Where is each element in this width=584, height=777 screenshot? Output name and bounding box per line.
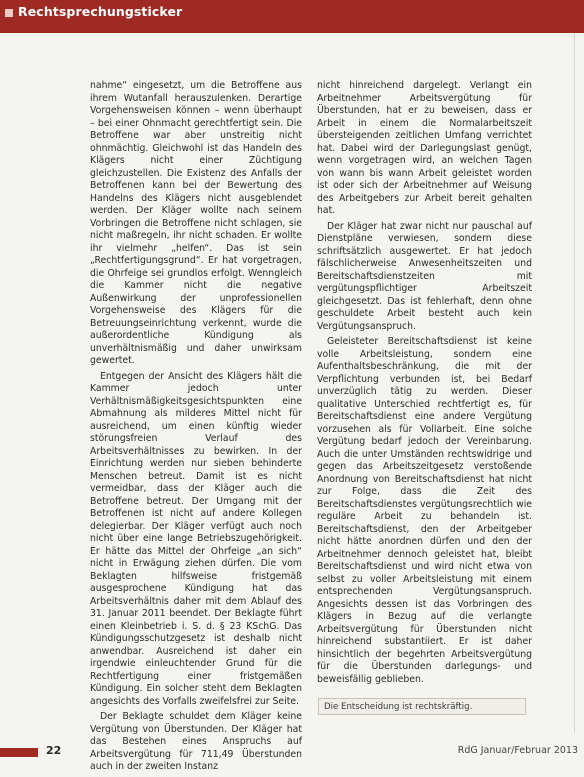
right-paragraph-3: Geleisteter Bereitschaftsdienst ist keine volle Arbeitsleistung, sondern eine Aufenthaltsbeschränkung, die mit der Verpflichtung verbunden ist, bei Bedarf unverzüglich tätig zu werden. Dieser qualitative Unterschied rechtfertigt es, für Bereitschaftsdienst eine andere Vergütung vorzusehen als für Vollarbeit. Eine solche Vergütung bedarf jedoch der Vereinbarung. Auch die unter Umständen rechtswidrige und gegen das Arbeitszeitgesetz verstoßende Anordnung von Bereitschaftsdienst hat nicht zur Folge, dass die Zeit des Bereitschaftsdienstes vergütungsrechtlich wie reguläre Arbeit zu behandeln ist. Bereitschaftsdienst, den der Arbeitgeber nicht hätte anordnen dürfen und den der Arbeitnehmer dennoch geleistet hat, bleibt Bereitschaftsdienst und wird nicht etwa von selbst zu voller Arbeitsleistung mit einem entsprechenden Vergütungsanspruch. Angesichts dessen ist das Vorbringen des Klägers in Bezug auf die verlangte Arbeitsvergütung für Überstunden nicht hinreichend substantiiert. Er ist daher hinsichtlich der begehrten Arbeitsvergütung für die Überstunden darlegungs- und beweisfällig geblieben. <box>317 336 532 685</box>
section-title: Rechtsprechungsticker <box>18 4 183 19</box>
page-number: 22 <box>46 744 62 757</box>
page-edge-line <box>574 33 575 733</box>
right-column <box>317 80 532 686</box>
journal-issue: RdG Januar/Februar 2013 <box>457 745 578 756</box>
right-paragraph-1: nicht hinreichend dargelegt. Verlangt ein Arbeitnehmer Arbeitsvergütung für Überstunden, hat er zu beweisen, dass er Arbeit in einem die Normalarbeitszeit übersteigenden zeitlichen Umfang verrichtet hat. Dabei wird der Darlegungslast genügt, wenn vorgetragen wird, an welchen Tagen von wann bis wann Arbeit geleistet worden ist oder sich der Arbeitnehmer auf Weisung des Arbeitgebers zur Arbeit bereit gehalten hat. <box>317 80 532 216</box>
right-paragraph-2: Der Kläger hat zwar nicht nur pauschal auf Dienstpläne verwiesen, sondern diese schriftsätzlich ausgewertet. Er hat jedoch fälschlicherweise Anwesenheitszeiten und Bereitschaftsdienstzeiten mit vergütungspflichtiger Arbeitszeit gleichgesetzt. Das ist fehlerhaft, denn ohne geschuldete Arbeit besteht auch kein Vergütungsanspruch. <box>317 220 532 332</box>
header-square-icon <box>5 9 13 17</box>
left-paragraph-2: Entgegen der Ansicht des Klägers hält die Kammer jedoch unter Verhältnismäßigkeitsgesichtspunkten eine Abmahnung als milderes Mittel nicht für ausreichend, um einen künftig wieder störungsfreien Verlauf des Arbeitsverhältnisses zu bewirken. In der Einrichtung werden nur sieben behinderte Menschen betreut. Damit ist es nicht vermeidbar, dass der Kläger auch die Betroffene betreut. Der Umgang mit der Betroffenen ist nicht auf andere Kollegen delegierbar. Der Kläger verfügt auch noch nicht über eine lange Betriebszugehörigkeit. Er hätte das Mittel der Ohrfeige „an sich“ nicht in Erwägung ziehen dürfen. Die vom Beklagten hilfsweise fristgemäß ausgesprochene Kündigung hat das Arbeitsverhältnis daher mit dem Ablauf des 31. Januar 2011 beendet. Der Beklagte führt einen Kleinbetrieb i. S. d. § 23 KSchG. Das Kündigungsschutzgesetz ist deshalb nicht anwendbar. Ausreichend ist daher ein irgendwie einleuchtender Grund für die Rechtfertigung einer fristgemäßen Kündigung. Ein solcher steht dem Beklagten angesichts des Vorfalls zweifelsfrei zur Seite. <box>90 370 302 707</box>
left-paragraph-3: Der Beklagte schuldet dem Kläger keine Vergütung von Überstunden. Der Kläger hat das Bestehen eines Anspruchs auf Arbeitsvergütung für 711,49 Überstunden auch in der zweiten Instanz <box>90 711 302 772</box>
decision-note-box: Die Entscheidung ist rechtskräftig. <box>318 698 526 715</box>
left-column <box>90 80 302 774</box>
header-band <box>0 0 584 33</box>
footer-bar <box>0 748 38 757</box>
left-paragraph-1: nahme“ eingesetzt, um die Betroffene aus ihrem Wutanfall herauszulenken. Derartige Vorgehensweisen können – wenn überhaupt – bei einer Ohnmacht gerechtfertigt sein. Die Betroffene war aber unstreitig nicht ohnmächtig. Gleichwohl ist das Handeln des Klägers nicht einer Züchtigung gleichzustellen. Die Existenz des Anfalls der Betroffenen kann bei der Bewertung des Handelns des Klägers nicht ausgeblendet werden. Der Kläger wollte nach seinem Vorbringen die Betroffene nicht schlagen, sie nicht maßregeln, ihr nicht schaden. Er wollte ihr vielmehr „helfen“. Das ist sein „Rechtfertigungsgrund“. Er hat vorgetragen, die Ohrfeige sei grundlos erfolgt. Wenngleich die Kammer nicht die negative Außenwirkung der unprofessionellen Vorgehensweise des Klägers für die Betreuungseinrichtung verkennt, wurde die außerordentliche Kündigung als unverhältnismäßig und daher unwirksam gewertet. <box>90 80 302 366</box>
